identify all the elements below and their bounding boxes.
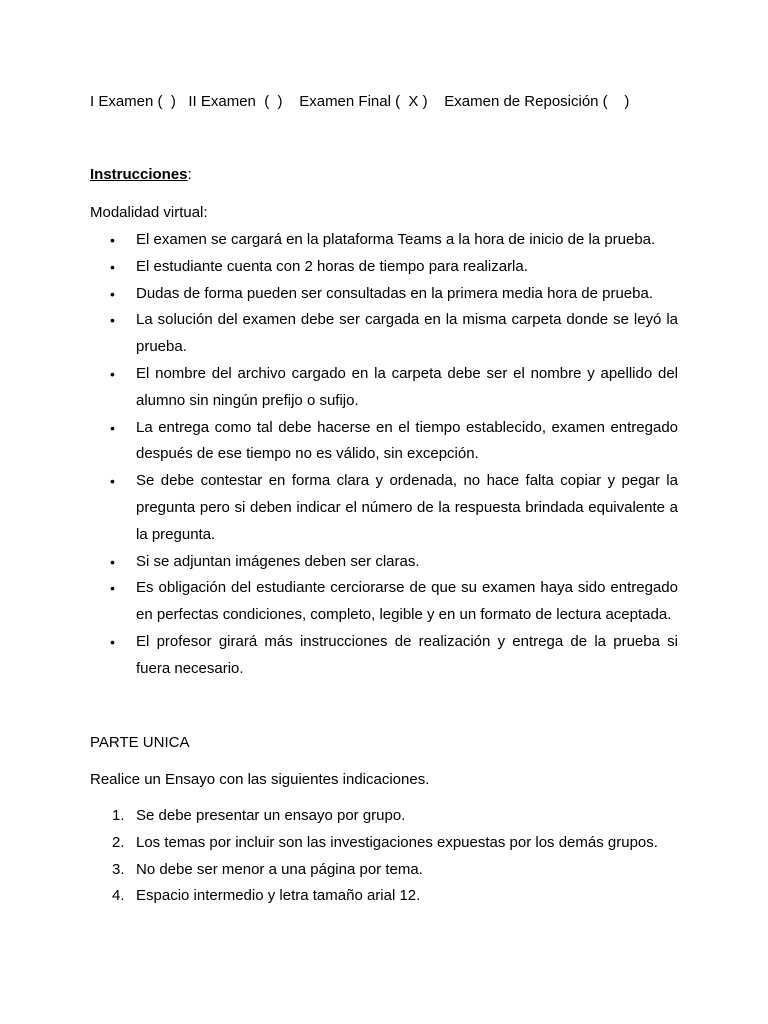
list-item-text: Es obligación del estudiante cerciorarse de que su examen haya sido entregado en perfectas condiciones, completo, legible y en un formato de lectura aceptada. — [136, 579, 678, 624]
exam-type-line: I Examen ( ) II Examen ( ) Examen Final ( X ) Examen de Reposición ( ) — [90, 93, 630, 110]
list-item — [90, 629, 678, 683]
list-item — [90, 857, 678, 884]
section-title: PARTE UNICA — [90, 734, 190, 751]
list-item-text: Los temas por incluir son las investigaciones expuestas por los demás grupos. — [136, 833, 658, 851]
list-item-text: Dudas de forma pueden ser consultadas en la primera media hora de prueba. — [136, 284, 653, 302]
list-item-text: Se debe presentar un ensayo por grupo. — [136, 807, 406, 824]
bullet-icon: • — [110, 580, 115, 597]
list-number: 1. — [112, 807, 125, 824]
list-number: 4. — [112, 887, 125, 905]
instructions-heading-colon: : — [187, 166, 192, 183]
bullet-icon: • — [110, 312, 115, 329]
instructions-heading-text: Instrucciones — [90, 166, 188, 183]
list-item — [90, 549, 678, 576]
instructions-list — [90, 227, 678, 683]
bullet-icon: • — [110, 232, 115, 248]
bullet-icon: • — [110, 473, 115, 490]
bullet-icon: • — [110, 285, 115, 302]
list-item-text: Espacio intermedio y letra tamaño arial 12. — [136, 887, 421, 905]
bullet-icon: • — [110, 365, 115, 382]
modality-label: Modalidad virtual: — [90, 204, 208, 221]
instructions-heading — [90, 166, 192, 184]
list-item — [90, 883, 678, 910]
list-item — [90, 361, 678, 415]
bullet-icon: • — [110, 419, 115, 436]
list-item — [90, 227, 678, 254]
list-item-text: Si se adjuntan imágenes deben ser claras. — [136, 552, 420, 570]
list-item-text: El nombre del archivo cargado en la carpeta debe ser el nombre y apellido del alumno sin ningún prefijo o sufijo. — [136, 364, 678, 409]
list-item — [90, 281, 678, 308]
list-item — [90, 830, 678, 857]
list-number: 3. — [112, 860, 125, 878]
list-item-text: La entrega como tal debe hacerse en el tiempo establecido, examen entregado después de ese tiempo no es válido, sin excepción. — [136, 418, 678, 463]
list-item-text: No debe ser menor a una página por tema. — [136, 860, 423, 878]
list-item — [90, 468, 678, 548]
list-item — [90, 254, 678, 281]
section-intro: Realice un Ensayo con las siguientes indicaciones. — [90, 771, 430, 788]
list-item-text: El estudiante cuenta con 2 horas de tiempo para realizarla. — [136, 257, 528, 275]
task-list — [90, 803, 678, 910]
bullet-icon: • — [110, 258, 115, 275]
list-item-text: El profesor girará más instrucciones de realización y entrega de la prueba si fuera necesario. — [136, 632, 678, 677]
bullet-icon: • — [110, 633, 115, 650]
list-item — [90, 803, 678, 830]
list-item — [90, 415, 678, 469]
list-number: 2. — [112, 833, 125, 851]
list-item-text: La solución del examen debe ser cargada en la misma carpeta donde se leyó la prueba. — [136, 311, 678, 356]
list-item-text: El examen se cargará en la plataforma Teams a la hora de inicio de la prueba. — [136, 231, 656, 248]
list-item — [90, 575, 678, 629]
list-item — [90, 307, 678, 361]
bullet-icon: • — [110, 553, 115, 570]
list-item-text: Se debe contestar en forma clara y ordenada, no hace falta copiar y pegar la pregunta pero si deben indicar el número de la respuesta brindada equivalente a la pregunta. — [136, 472, 678, 543]
